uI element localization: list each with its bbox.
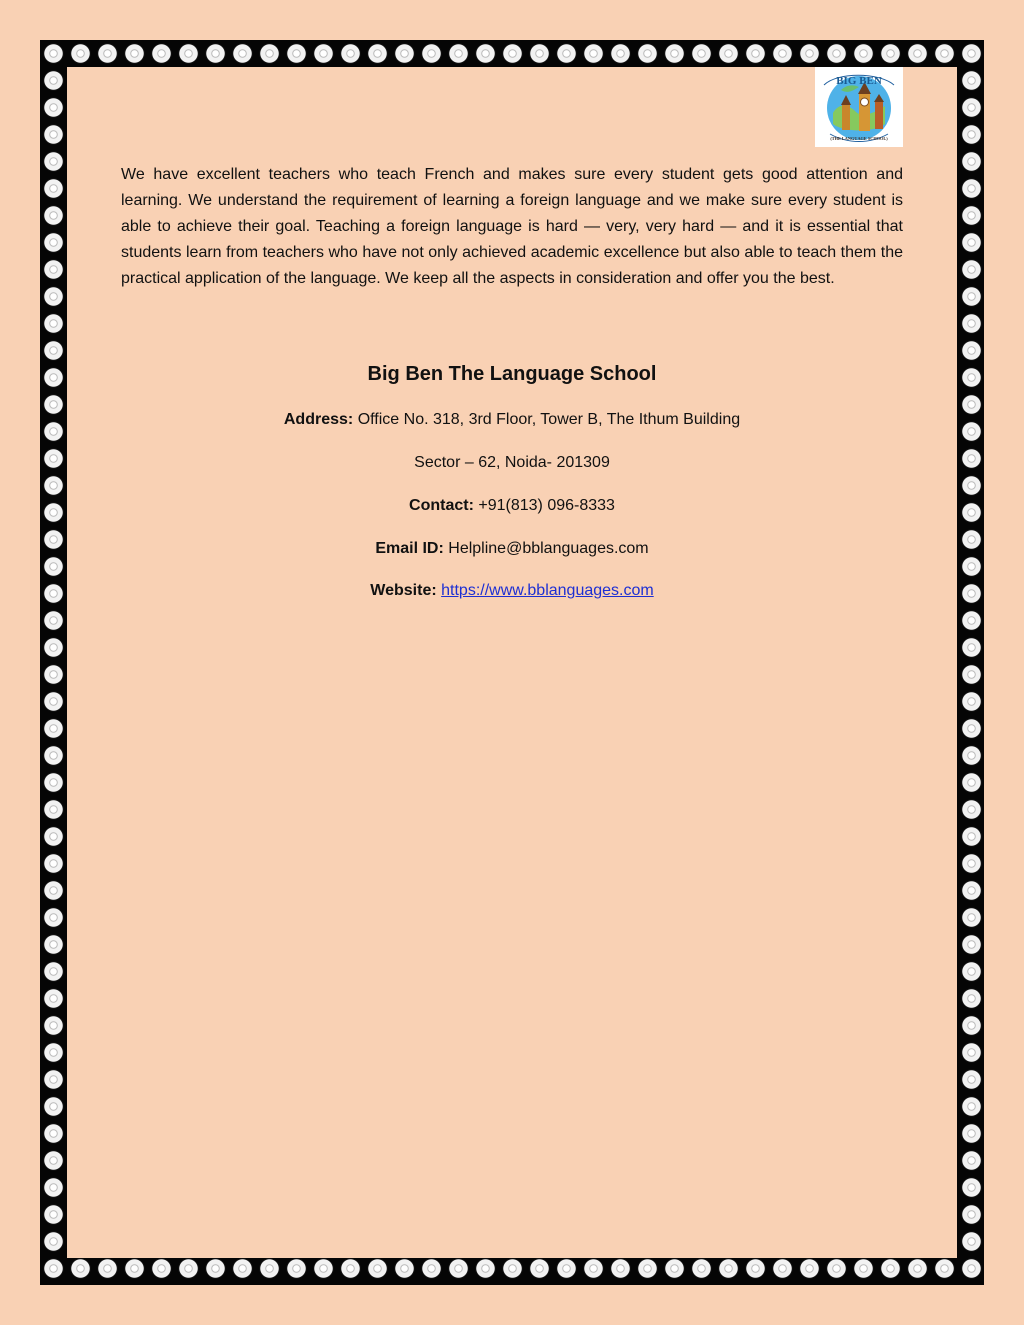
school-name-heading: Big Ben The Language School bbox=[367, 363, 657, 385]
big-ben-globe-logo-icon bbox=[815, 67, 903, 147]
logo-title: BIG BEN bbox=[836, 75, 882, 87]
logo-subtitle: (THE LANGUAGE SCHOOL) bbox=[830, 136, 888, 141]
school-logo bbox=[815, 67, 903, 147]
contact-line bbox=[67, 497, 957, 515]
address-label: Address: bbox=[283, 411, 354, 428]
website-label: Website: bbox=[370, 582, 437, 599]
email-label: Email ID: bbox=[375, 540, 444, 557]
email-line bbox=[67, 540, 957, 558]
address-line bbox=[67, 411, 957, 429]
address-value: Office No. 318, 3rd Floor, Tower B, The Ithum Building bbox=[357, 411, 741, 428]
email-value: Helpline@bblanguages.com bbox=[448, 540, 649, 557]
contact-label: Contact: bbox=[409, 497, 474, 514]
contact-value: +91(813) 096-8333 bbox=[478, 497, 615, 514]
sector-line: Sector – 62, Noida- 201309 bbox=[414, 454, 610, 471]
intro-paragraph: We have excellent teachers who teach French and makes sure every student gets good attention and learning. We understand the requirement of learning a foreign language and we make sure every student is able to achieve their goal. Teaching a foreign language is hard — very, very hard — and it is essential that students learn from teachers who have not only achieved academic excellence but also able to teach them the practical application of the language. We keep all the aspects in consideration and offer you the best. bbox=[121, 166, 903, 287]
website-line bbox=[67, 582, 957, 600]
website-link[interactable]: https://www.bblanguages.com bbox=[441, 582, 654, 599]
